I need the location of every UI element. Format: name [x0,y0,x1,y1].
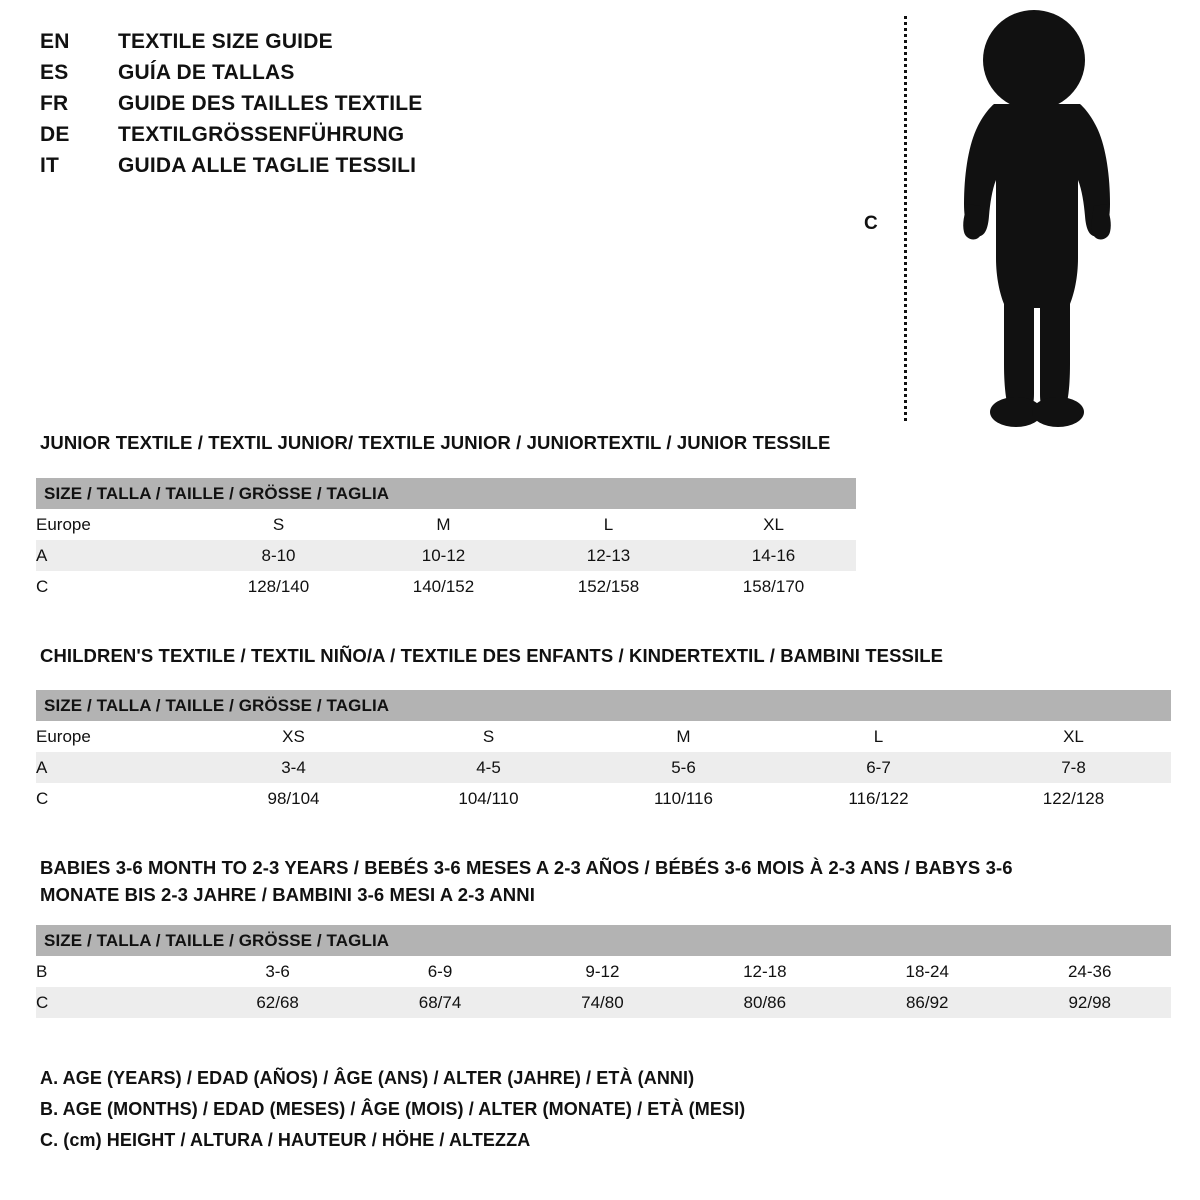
row-label: Europe [36,509,196,540]
language-title: TEXTILE SIZE GUIDE [118,30,333,53]
cell: 128/140 [196,571,361,602]
language-code: DE [40,123,70,146]
cell: 116/122 [781,783,976,814]
cell: 80/86 [684,987,846,1018]
cell: XL [976,721,1171,752]
cell: S [196,509,361,540]
cell: 24-36 [1008,956,1171,987]
cell: 152/158 [526,571,691,602]
height-measure-label: C [864,213,878,234]
table-row [36,956,1171,987]
row-label: A [36,752,196,783]
cell: 14-16 [691,540,856,571]
cell: M [586,721,781,752]
table-header-band [36,690,1171,721]
cell: 9-12 [521,956,683,987]
language-code: EN [40,30,70,53]
cell: 92/98 [1008,987,1171,1018]
cell: 3-4 [196,752,391,783]
cell: 86/92 [846,987,1008,1018]
row-label: C [36,571,196,602]
language-row [40,123,740,154]
table-row [36,752,1171,783]
row-label: Europe [36,721,196,752]
size-band-label: SIZE / TALLA / TAILLE / GRÖSSE / TAGLIA [36,690,1171,721]
cell: XS [196,721,391,752]
language-title: TEXTILGRÖSSENFÜHRUNG [118,123,405,146]
language-code: FR [40,92,69,115]
language-title: GUIDE DES TAILLES TEXTILE [118,92,423,115]
cell: 12-13 [526,540,691,571]
language-row [40,92,740,123]
measurement-figure [864,8,1142,428]
cell: 18-24 [846,956,1008,987]
row-label: B [36,956,196,987]
cell: S [391,721,586,752]
row-label: C [36,783,196,814]
section-title-junior: JUNIOR TEXTILE / TEXTIL JUNIOR/ TEXTILE JUNIOR / JUNIORTEXTIL / JUNIOR TESSILE [40,432,831,453]
language-row [40,154,740,185]
cell: 3-6 [196,956,358,987]
size-table-children [36,690,1171,814]
cell: 110/116 [586,783,781,814]
cell: 7-8 [976,752,1171,783]
size-band-label: SIZE / TALLA / TAILLE / GRÖSSE / TAGLIA [36,478,856,509]
cell: 98/104 [196,783,391,814]
section-title-children: CHILDREN'S TEXTILE / TEXTIL NIÑO/A / TEXTILE DES ENFANTS / KINDERTEXTIL / BAMBINI TESSILE [40,645,944,666]
table-row [36,509,856,540]
table-header-band [36,478,856,509]
table-row [36,721,1171,752]
cell: L [781,721,976,752]
language-code: IT [40,154,60,177]
cell: 122/128 [976,783,1171,814]
cell: 5-6 [586,752,781,783]
cell: 74/80 [521,987,683,1018]
cell: L [526,509,691,540]
legend-row-height: C. (cm) HEIGHT / ALTURA / HAUTEUR / HÖHE / ALTEZZA [40,1130,531,1150]
legend-row-age-years: A. AGE (YEARS) / EDAD (AÑOS) / ÂGE (ANS) / ALTER (JAHRE) / ETÀ (ANNI) [40,1068,695,1088]
child-silhouette-icon [924,8,1144,428]
cell: 6-7 [781,752,976,783]
size-band-label: SIZE / TALLA / TAILLE / GRÖSSE / TAGLIA [36,925,1171,956]
legend-block [40,1068,1140,1161]
table-row [36,783,1171,814]
cell: 68/74 [359,987,521,1018]
cell: 12-18 [684,956,846,987]
cell: 8-10 [196,540,361,571]
table-header-band [36,925,1171,956]
size-table-babies [36,925,1171,1018]
language-code: ES [40,61,69,84]
cell: 6-9 [359,956,521,987]
table-row [36,571,856,602]
legend-row-age-months: B. AGE (MONTHS) / EDAD (MESES) / ÂGE (MOIS) / ALTER (MONATE) / ETÀ (MESI) [40,1099,746,1119]
cell: 4-5 [391,752,586,783]
row-label: C [36,987,196,1018]
language-row [40,30,740,61]
language-row [40,61,740,92]
cell: 158/170 [691,571,856,602]
height-dashed-line [904,16,907,421]
cell: 62/68 [196,987,358,1018]
cell: M [361,509,526,540]
section-title-babies: BABIES 3-6 MONTH TO 2-3 YEARS / BEBÉS 3-6 MESES A 2-3 AÑOS / BÉBÉS 3-6 MOIS À 2-3 ANS / BABYS 3-6 MONATE BIS 2-3 JAHRE / BAMBINI 3-6 MESI A 2-3 ANNI [40,857,1013,905]
table-row [36,987,1171,1018]
table-row [36,540,856,571]
size-table-junior [36,478,856,602]
cell: 104/110 [391,783,586,814]
cell: XL [691,509,856,540]
language-title: GUIDA ALLE TAGLIE TESSILI [118,154,417,177]
cell: 140/152 [361,571,526,602]
language-title: GUÍA DE TALLAS [118,61,295,84]
language-title-block [40,30,740,185]
row-label: A [36,540,196,571]
cell: 10-12 [361,540,526,571]
